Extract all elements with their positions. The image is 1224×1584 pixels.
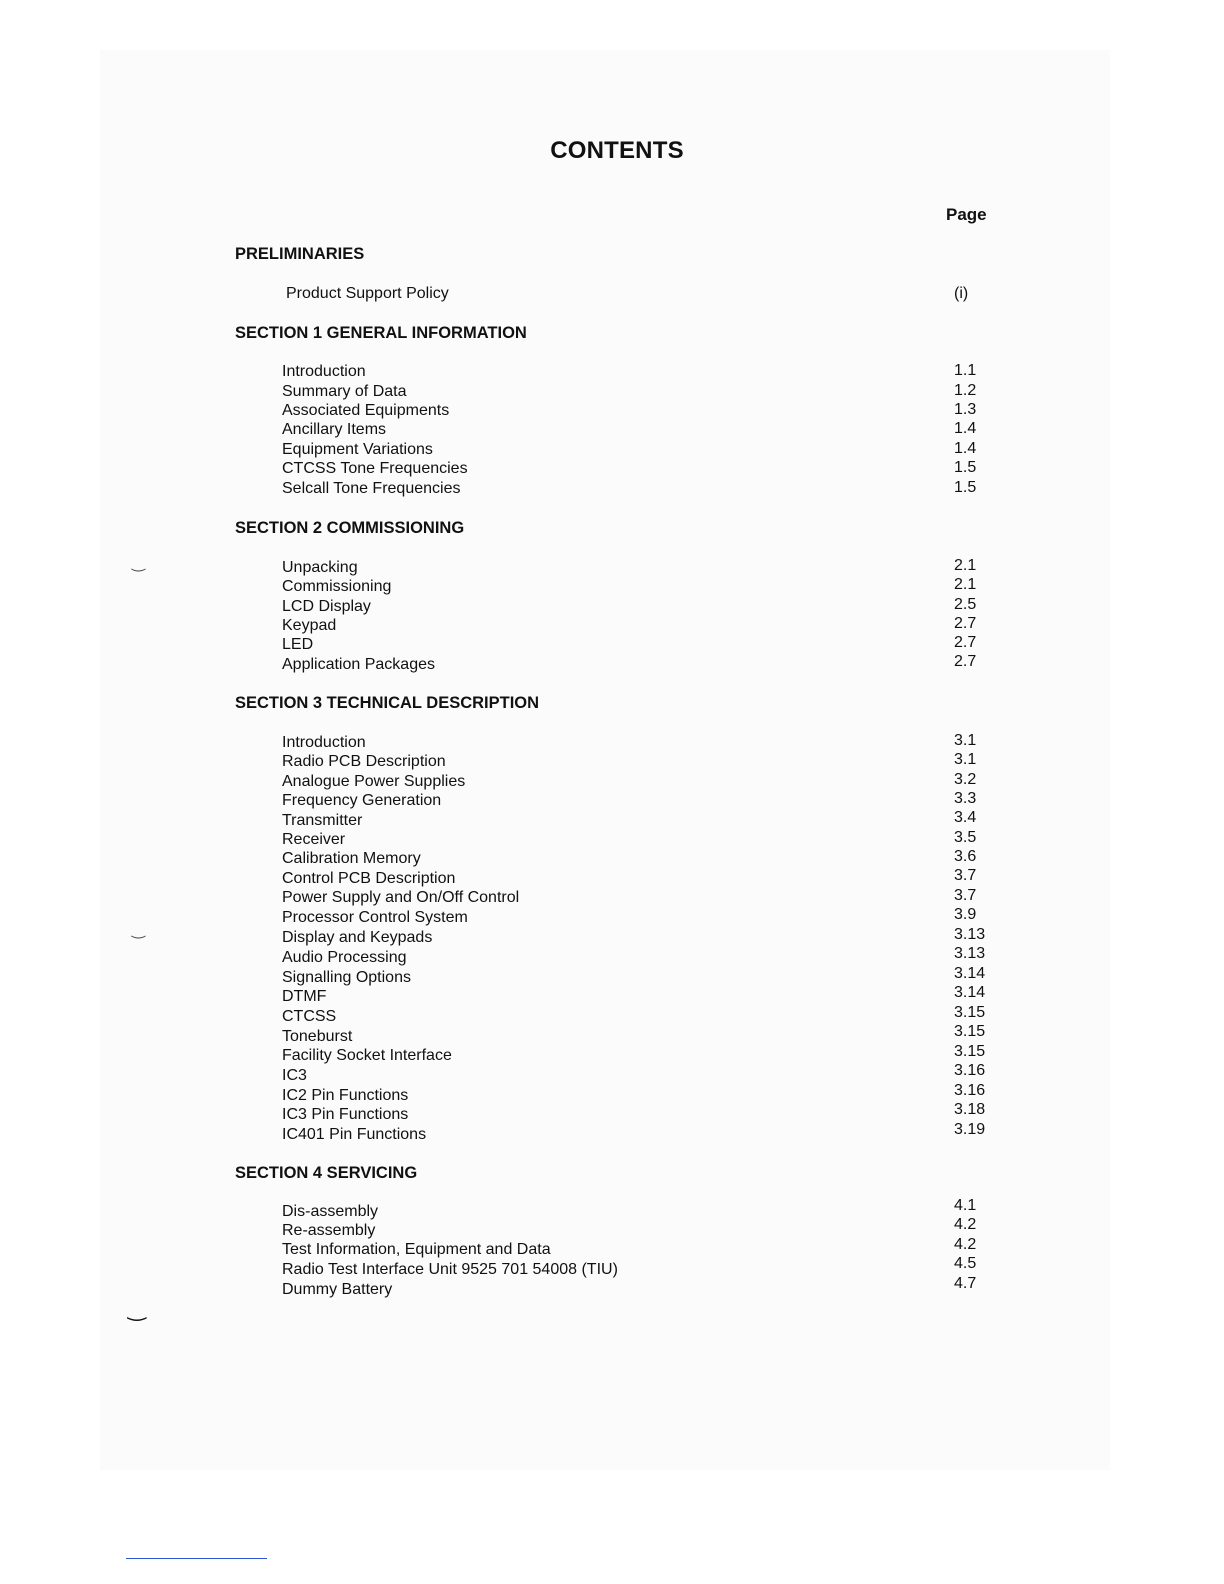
toc-entry: Selcall Tone Frequencies: [282, 480, 461, 497]
toc-page: 3.1: [954, 751, 977, 768]
toc-entry: Associated Equipments: [282, 402, 450, 419]
toc-entry: Display and Keypads: [282, 929, 433, 946]
toc-page: 3.14: [954, 965, 986, 982]
toc-page: 1.1: [954, 362, 977, 379]
toc-page: 3.19: [954, 1121, 986, 1138]
toc-entry: Introduction: [282, 363, 366, 380]
toc-entry: Calibration Memory: [282, 850, 421, 867]
toc-page: 2.1: [954, 557, 977, 574]
toc-entry: Ancillary Items: [282, 421, 387, 438]
toc-page: 4.5: [954, 1255, 977, 1272]
toc-entry: Product Support Policy: [286, 285, 449, 302]
toc-entry: Transmitter: [282, 812, 363, 829]
toc-entry: Summary of Data: [282, 383, 407, 400]
toc-page: (i): [954, 285, 969, 302]
toc-entry: Signalling Options: [282, 969, 411, 986]
toc-page: 3.9: [954, 906, 977, 923]
toc-page: 3.6: [954, 848, 977, 865]
toc-page: 2.7: [954, 634, 977, 651]
toc-entry: Frequency Generation: [282, 792, 442, 809]
section-heading-preliminaries: PRELIMINARIES: [235, 245, 365, 263]
toc-page: 2.5: [954, 596, 977, 613]
toc-entry: IC3 Pin Functions: [282, 1106, 409, 1123]
toc-page: 4.2: [954, 1236, 977, 1253]
binder-mark: ‿: [132, 555, 145, 572]
toc-entry: Radio PCB Description: [282, 753, 446, 770]
toc-entry: Dummy Battery: [282, 1281, 393, 1298]
toc-page: 3.15: [954, 1043, 986, 1060]
toc-entry: Equipment Variations: [282, 441, 433, 458]
toc-entry: Dis-assembly: [282, 1203, 379, 1220]
toc-page: 3.16: [954, 1062, 986, 1079]
toc-page: 3.7: [954, 887, 977, 904]
toc-page: 3.13: [954, 926, 986, 943]
toc-entry: LCD Display: [282, 598, 371, 615]
toc-page: 3.14: [954, 984, 986, 1001]
toc-page: 3.15: [954, 1004, 986, 1021]
toc-entry: Analogue Power Supplies: [282, 773, 466, 790]
toc-entry: LED: [282, 636, 314, 653]
toc-page: 3.16: [954, 1082, 986, 1099]
toc-entry: Facility Socket Interface: [282, 1047, 452, 1064]
toc-page: 1.4: [954, 420, 977, 437]
toc-entry: Radio Test Interface Unit 9525 701 54008 (TIU): [282, 1261, 618, 1278]
toc-entry: Application Packages: [282, 656, 435, 673]
toc-entry: Introduction: [282, 734, 366, 751]
toc-entry: Commissioning: [282, 578, 392, 595]
toc-page: 3.13: [954, 945, 986, 962]
toc-page: 2.1: [954, 576, 977, 593]
toc-page: 4.7: [954, 1275, 977, 1292]
toc-page: 3.15: [954, 1023, 986, 1040]
toc-entry: Keypad: [282, 617, 337, 634]
toc-entry: IC3: [282, 1067, 307, 1084]
toc-page: 3.2: [954, 771, 977, 788]
toc-entry: DTMF: [282, 988, 327, 1005]
toc-entry: Power Supply and On/Off Control: [282, 889, 520, 906]
toc-entry: Audio Processing: [282, 949, 407, 966]
toc-page: 3.3: [954, 790, 977, 807]
toc-page: 3.18: [954, 1101, 986, 1118]
toc-page: 2.7: [954, 615, 977, 632]
toc-entry: Processor Control System: [282, 909, 468, 926]
toc-page: 1.4: [954, 440, 977, 457]
toc-page: 3.4: [954, 809, 977, 826]
toc-page: 3.7: [954, 867, 977, 884]
section-heading-4: SECTION 4 SERVICING: [235, 1164, 418, 1182]
toc-page: 1.2: [954, 382, 977, 399]
toc-page: 1.5: [954, 479, 977, 496]
toc-page: 3.1: [954, 732, 977, 749]
toc-entry: Toneburst: [282, 1028, 353, 1045]
toc-page: 1.3: [954, 401, 977, 418]
page-title: CONTENTS: [550, 137, 684, 164]
binder-mark: ‿: [128, 1296, 146, 1321]
footer-rule: [126, 1558, 267, 1559]
toc-page: 4.1: [954, 1197, 977, 1214]
toc-entry: Control PCB Description: [282, 870, 456, 887]
toc-page: 1.5: [954, 459, 977, 476]
toc-entry: CTCSS Tone Frequencies: [282, 460, 468, 477]
toc-entry: IC2 Pin Functions: [282, 1087, 409, 1104]
section-heading-3: SECTION 3 TECHNICAL DESCRIPTION: [235, 694, 540, 712]
toc-page: 3.5: [954, 829, 977, 846]
binder-mark: ‿: [132, 922, 145, 939]
toc-entry: Receiver: [282, 831, 346, 848]
section-heading-2: SECTION 2 COMMISSIONING: [235, 519, 465, 537]
section-heading-1: SECTION 1 GENERAL INFORMATION: [235, 324, 527, 342]
page-column-header: Page: [946, 205, 987, 224]
toc-entry: IC401 Pin Functions: [282, 1126, 427, 1143]
toc-entry: Test Information, Equipment and Data: [282, 1241, 551, 1258]
toc-entry: CTCSS: [282, 1008, 337, 1025]
toc-page: 2.7: [954, 653, 977, 670]
toc-entry: Re-assembly: [282, 1222, 376, 1239]
toc-entry: Unpacking: [282, 559, 358, 576]
toc-page: 4.2: [954, 1216, 977, 1233]
